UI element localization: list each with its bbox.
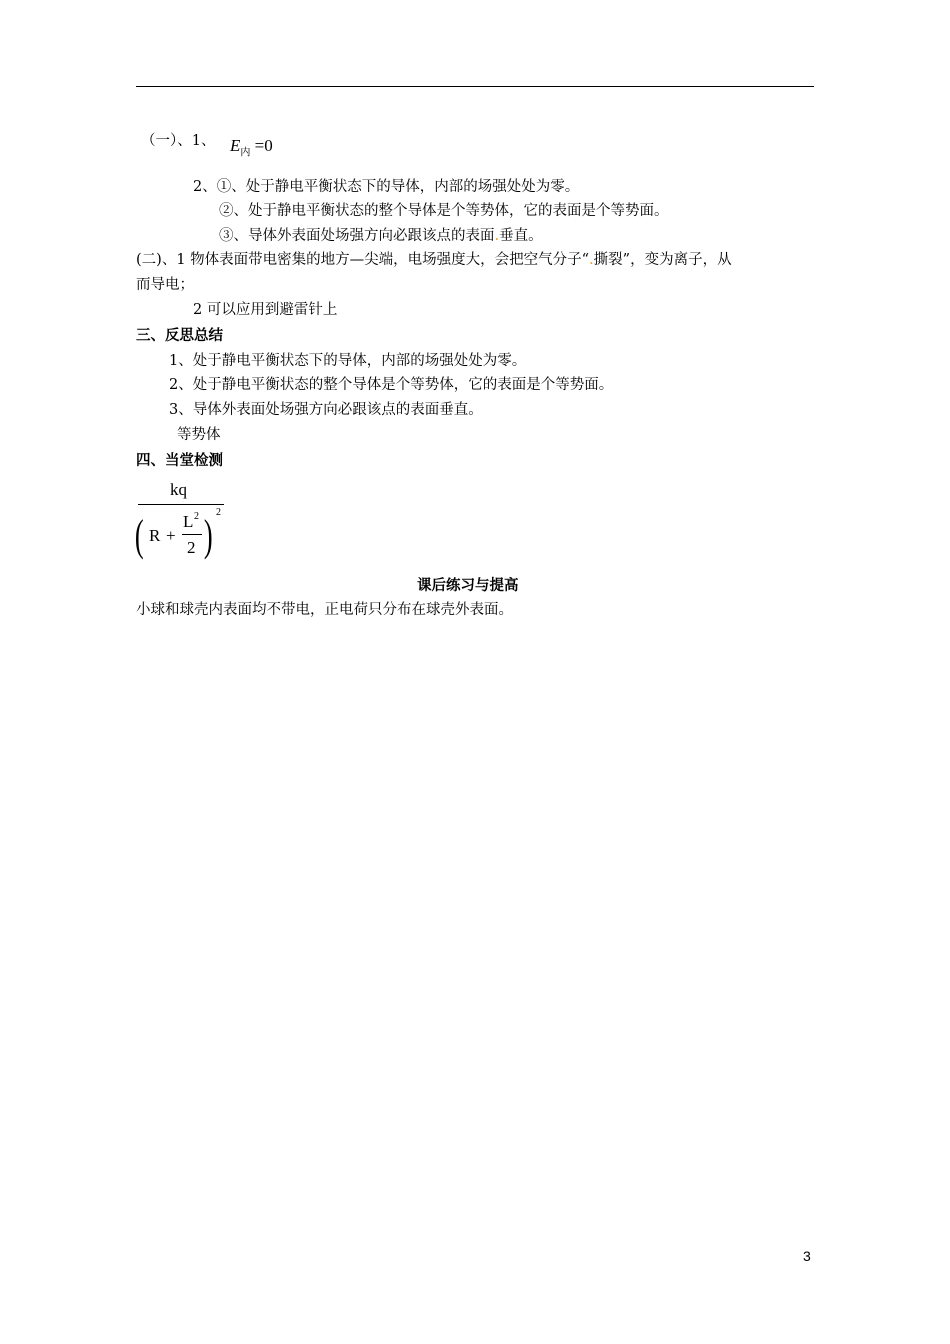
- page-number: 3: [803, 1248, 811, 1264]
- section1-label: （一）、1、: [141, 133, 216, 149]
- l-exponent: 2: [194, 511, 199, 522]
- inner-fraction-bar: [182, 534, 202, 535]
- section1-item2c: [219, 226, 543, 246]
- after-class-title: 课后练习与提高: [417, 578, 519, 594]
- item2c-suffix: 垂直。: [499, 228, 543, 244]
- section3-item-1: 1、处于静电平衡状态下的导体，内部的场强处处为零。: [169, 353, 527, 369]
- outer-exponent: 2: [216, 507, 221, 518]
- r-variable: R: [149, 526, 161, 545]
- section3-heading: 三、反思总结: [136, 328, 223, 344]
- edit-mark: .: [494, 228, 500, 244]
- section2-line3: 2 可以应用到避雷针上: [193, 302, 338, 318]
- section2-line2: 而导电；: [136, 277, 194, 293]
- main-fraction-bar: [138, 504, 224, 505]
- plus-sign: +: [166, 526, 176, 545]
- section3-item-3: 3、导体外表面处场强方向必跟该点的表面垂直。: [169, 402, 483, 418]
- numerator: kq: [170, 480, 187, 499]
- edit-mark: .: [589, 252, 594, 268]
- left-paren: (: [134, 511, 144, 560]
- section2-line1: [136, 250, 732, 270]
- section2-line1-prefix: (二)、1 物体表面带电密集的地方—尖端，电场强度大，会把空气分子“: [136, 252, 590, 268]
- section3-item-2: 2、处于静电平衡状态的整个导体是个等势体，它的表面是个等势面。: [169, 377, 614, 393]
- section2-line1-suffix: 撕裂”，变为离子，从: [593, 252, 732, 268]
- section4-heading: 四、当堂检测: [136, 453, 223, 469]
- section1-item2b: ②、处于静电平衡状态的整个导体是个等势体，它的表面是个等势面。: [219, 203, 669, 219]
- formula-symbol: E: [230, 136, 241, 155]
- formula-subscript: 内: [240, 147, 251, 159]
- header-rule: [136, 86, 814, 87]
- section3-extra: 等势体: [177, 427, 221, 443]
- formula-rhs: =0: [254, 136, 273, 155]
- section1-item2: 2、①、处于静电平衡状态下的导体，内部的场强处处为零。: [193, 179, 580, 195]
- inner-denominator: 2: [187, 538, 196, 557]
- field-formula: [136, 478, 236, 570]
- after-class-answer: 小球和球壳内表面均不带电，正电荷只分布在球壳外表面。: [136, 602, 513, 618]
- right-paren: ): [203, 511, 213, 560]
- l-variable: L: [183, 512, 194, 531]
- e-inside-formula: [230, 136, 273, 158]
- item2c-prefix: ③、导体外表面处场强方向必跟该点的表面: [219, 228, 495, 244]
